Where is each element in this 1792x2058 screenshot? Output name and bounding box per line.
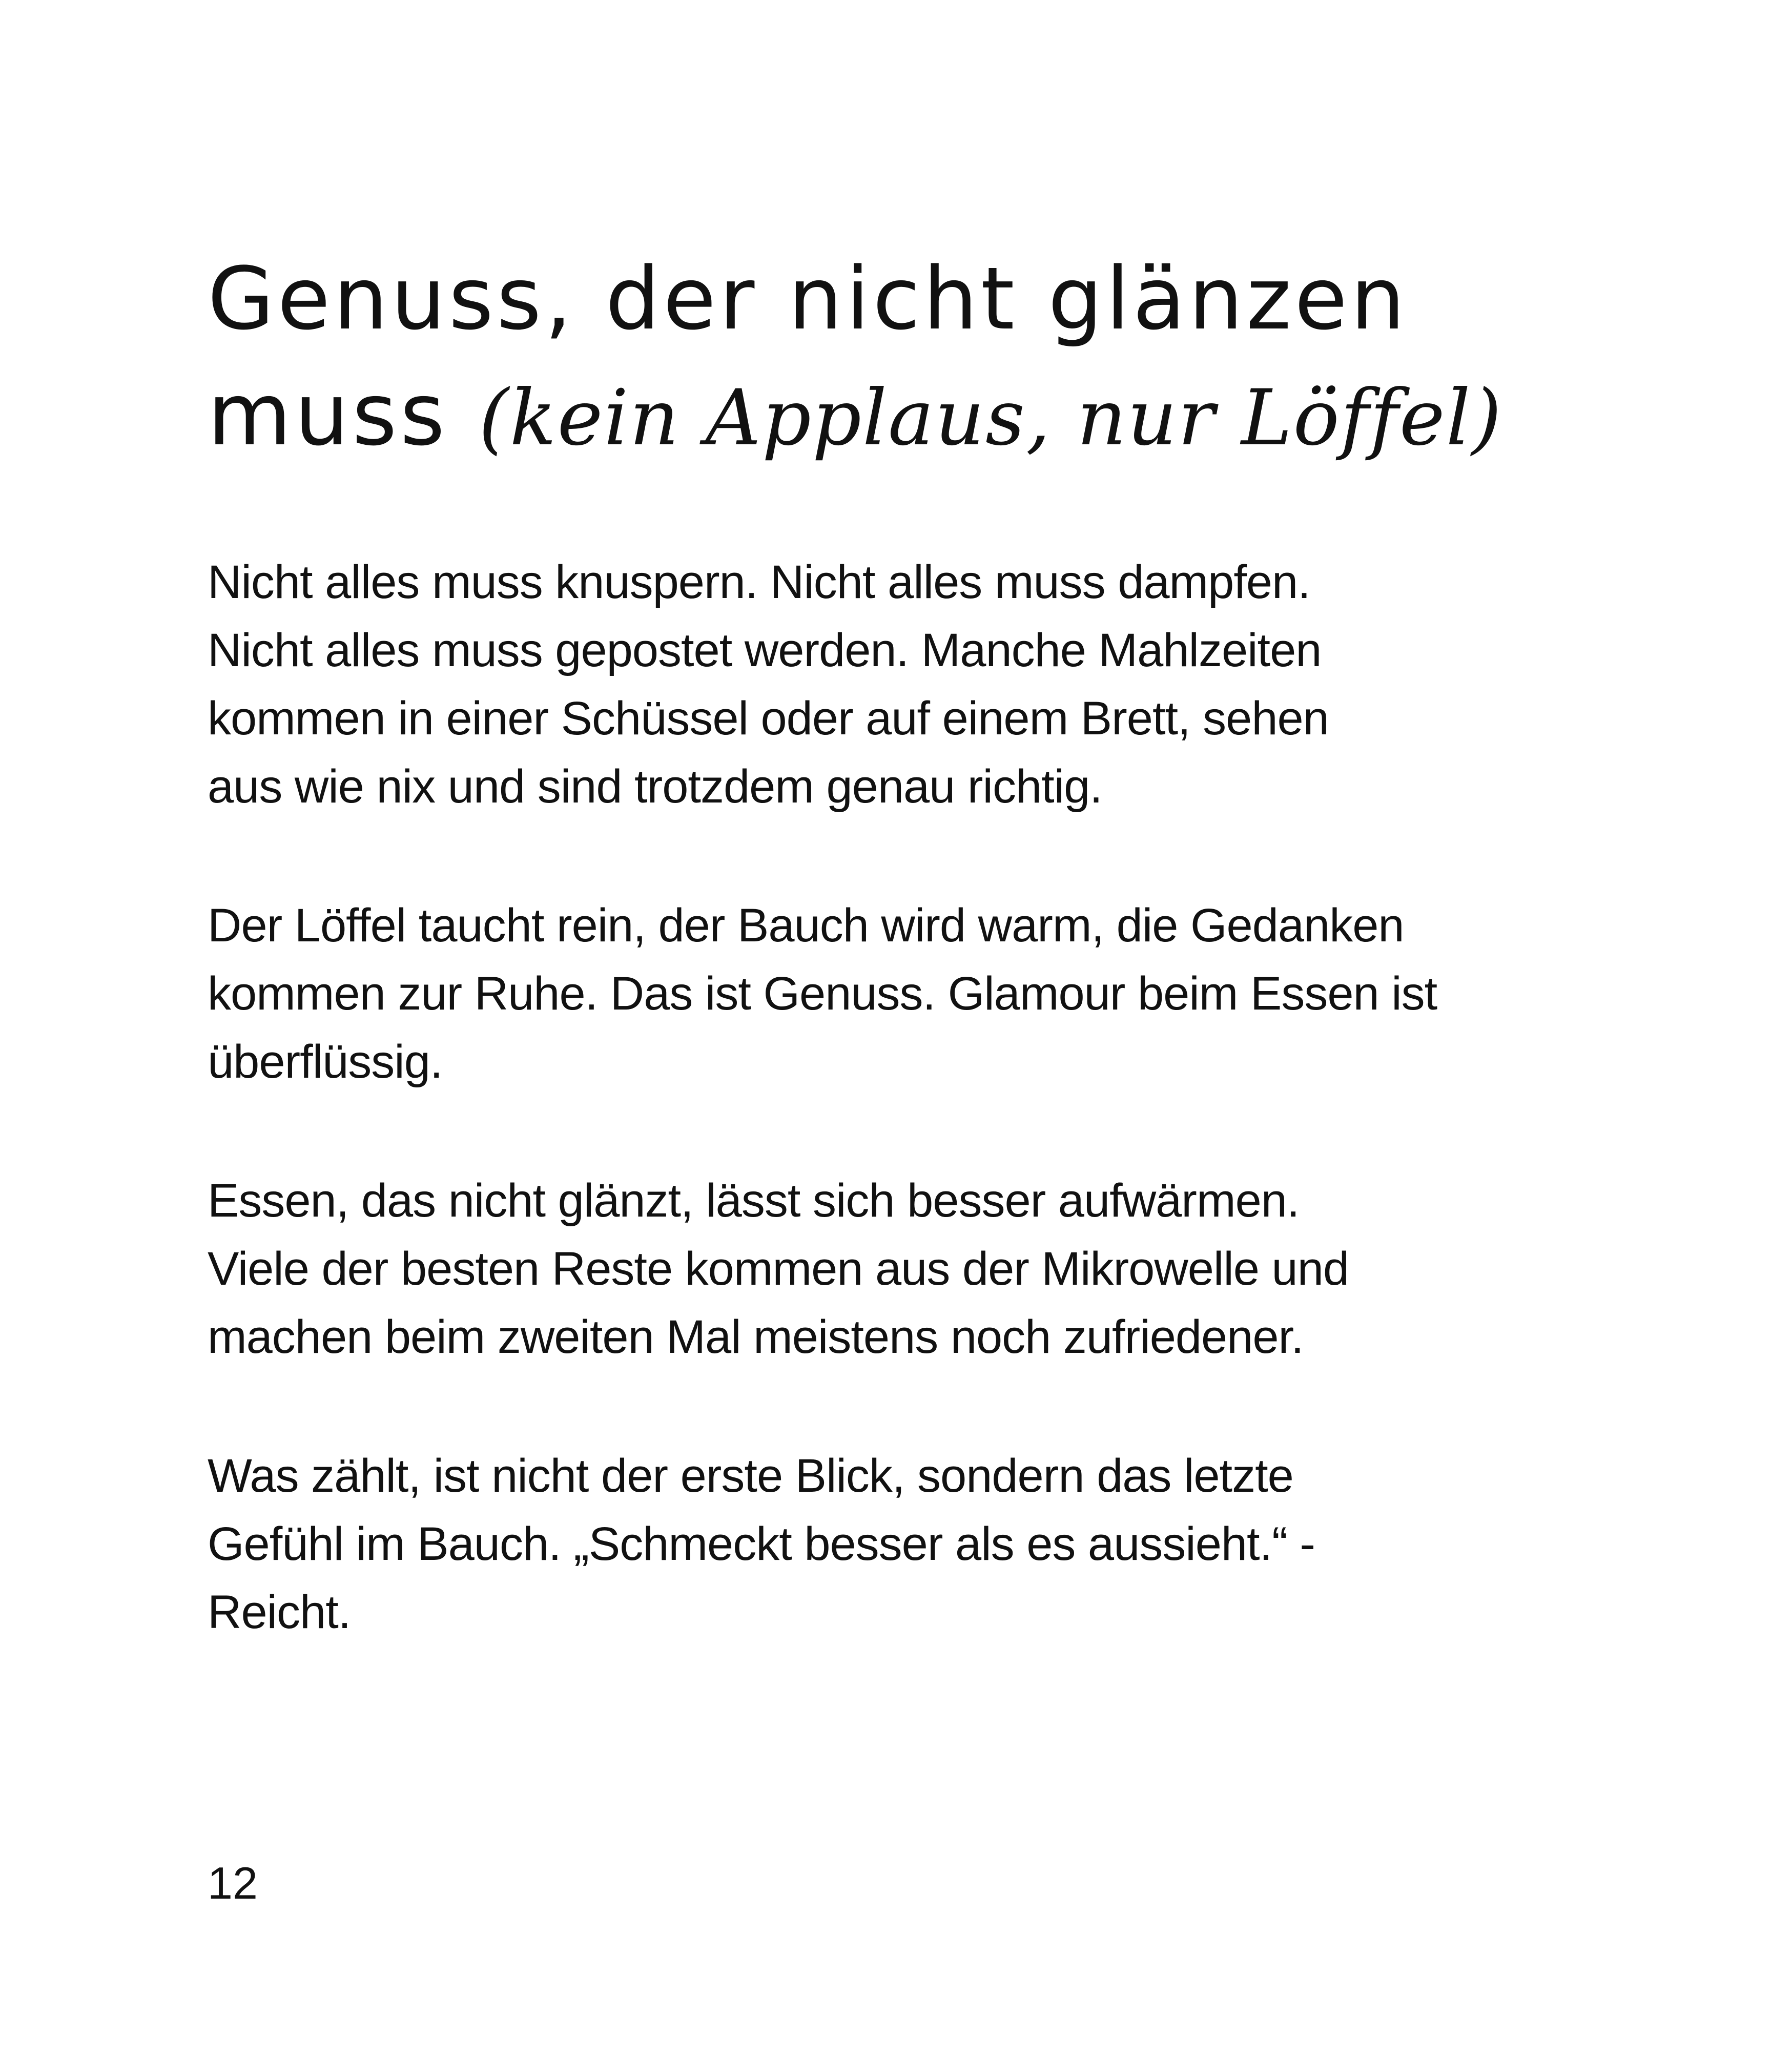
title-word-muss: muss [208, 364, 448, 465]
text-line: Nicht alles muss knuspern. Nicht alles muss dampfen. [208, 556, 1310, 608]
title-line-2 [208, 357, 1591, 476]
text-line: Was zählt, ist nicht der erste Blick, sondern das letzte [208, 1450, 1293, 1502]
text-line: Essen, das nicht glänzt, lässt sich besser aufwärmen. [208, 1175, 1300, 1227]
page-title [208, 241, 1591, 476]
paragraph-4 [208, 1442, 1540, 1647]
text-line: aus wie nix und sind trotzdem genau richtig. [208, 760, 1102, 813]
text-line: kommen zur Ruhe. Das ist Genuss. Glamour beim Essen ist [208, 968, 1437, 1020]
text-line: machen beim zweiten Mal meistens noch zufriedener. [208, 1311, 1304, 1363]
paragraph-2 [208, 892, 1540, 1096]
text-line: Nicht alles muss gepostet werden. Manche Mahlzeiten [208, 624, 1322, 676]
text-line: Gefühl im Bauch. „Schmeckt besser als es aussieht.“ - [208, 1518, 1315, 1570]
text-line: Viele der besten Reste kommen aus der Mikrowelle und [208, 1243, 1349, 1295]
text-line: überflüssig. [208, 1036, 443, 1088]
title-line-1: Genuss, der nicht glänzen [208, 249, 1408, 349]
text-line: Reicht. [208, 1586, 351, 1638]
handwritten-subtitle: (kein Applaus, nur Löffel) [479, 374, 1503, 463]
body-text [208, 548, 1540, 1717]
paragraph-1 [208, 548, 1540, 821]
page-number: 12 [208, 1858, 258, 1908]
paragraph-3 [208, 1167, 1540, 1371]
text-line: kommen in einer Schüssel oder auf einem Brett, sehen [208, 692, 1329, 745]
text-line: Der Löffel taucht rein, der Bauch wird warm, die Gedanken [208, 899, 1404, 952]
